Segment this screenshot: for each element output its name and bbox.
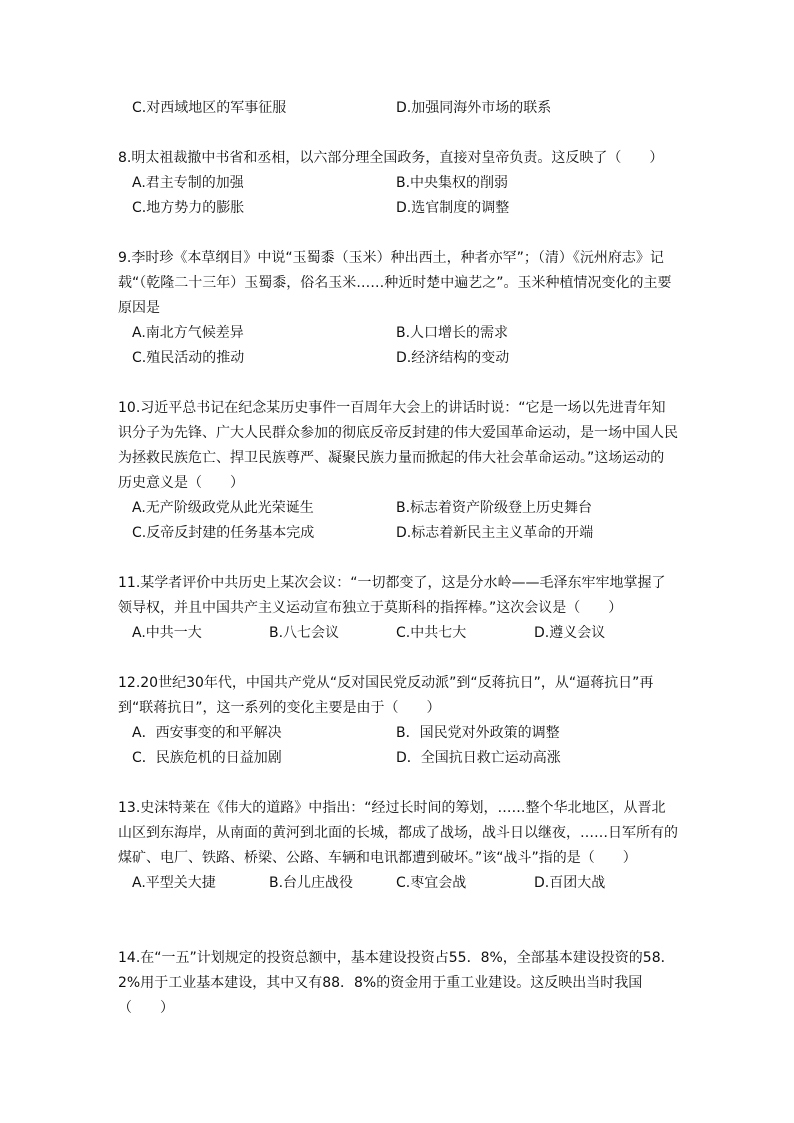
option-a: A.南北方气候差异 xyxy=(132,325,244,341)
options xyxy=(118,621,678,646)
question-stem: 8.明太祖裁撤中书省和丞相，以六部分理全国政务，直接对皇帝负责。这反映了（ ） xyxy=(118,150,664,166)
option-row xyxy=(118,96,678,121)
option-row xyxy=(118,171,678,196)
option-row xyxy=(118,621,678,646)
option-c: C.地方势力的膨胀 xyxy=(132,200,245,216)
option-d: D.选官制度的调整 xyxy=(396,200,510,216)
option-b: B.人口增长的需求 xyxy=(396,325,509,341)
option-a: A.君主专制的加强 xyxy=(132,175,244,191)
question-stem: 9.李时珍《本草纲目》中说“玉蜀黍（玉米）种出西土，种者亦罕”；（清）《沅州府志》记载“（乾隆二十三年）玉蜀黍，俗名玉米……种近时楚中遍艺之”。玉米种植情况变化的主要原因是 xyxy=(118,250,672,316)
option-c: C.殖民活动的推动 xyxy=(132,350,245,366)
option-c: C.反帝反封建的任务基本完成 xyxy=(132,525,315,541)
option-a: A.无产阶级政党从此光荣诞生 xyxy=(132,500,314,516)
option-b: B.八七会议 xyxy=(269,625,340,641)
option-row xyxy=(118,521,678,546)
option-a: A.中共一大 xyxy=(132,625,202,641)
options xyxy=(118,496,678,546)
question-stem: 12.20世纪30年代，中国共产党从“反对国民党反动派”到“反蒋抗日”，从“逼蒋抗日”再到“联蒋抗日”，这一系列的变化主要是由于（ ） xyxy=(118,675,654,716)
option-b: B.中央集权的削弱 xyxy=(396,175,509,191)
options xyxy=(118,96,678,121)
option-d: D．全国抗日救亡运动高涨 xyxy=(396,750,561,766)
option-row xyxy=(118,496,678,521)
option-c: C．民族危机的日益加剧 xyxy=(132,750,282,766)
question-stem: 10.习近平总书记在纪念某历史事件一百周年大会上的讲话时说：“它是一场以先进青年知识分子为先锋、广大人民群众参加的彻底反帝反封建的伟大爱国革命运动，是一场中国人民为拯救民族危亡、捍卫民族尊严、凝聚民族力量而掀起的伟大社会革命运动。”这场运动的历史意义是（ ） xyxy=(118,400,678,491)
options xyxy=(118,721,678,771)
question-stem: 11.某学者评价中共历史上某次会议：“一切都变了，这是分水岭——毛泽东牢牢地掌握了领导权，并且中国共产主义运动宣布独立于莫斯科的指挥棒。”这次会议是（ ） xyxy=(118,575,666,616)
option-d: D.加强同海外市场的联系 xyxy=(396,100,552,116)
option-d: D.百团大战 xyxy=(534,875,606,891)
option-row xyxy=(118,871,678,896)
question-12 xyxy=(118,671,678,771)
option-b: B．国民党对外政策的调整 xyxy=(396,725,560,741)
option-d: D.经济结构的变动 xyxy=(396,350,510,366)
question-14 xyxy=(118,946,678,1021)
option-row xyxy=(118,346,678,371)
option-c: C.枣宜会战 xyxy=(396,875,467,891)
option-row xyxy=(118,196,678,221)
option-row xyxy=(118,746,678,771)
option-d: D.遵义会议 xyxy=(534,625,606,641)
question-9 xyxy=(118,246,678,371)
option-row xyxy=(118,321,678,346)
option-c: C.对西域地区的军事征服 xyxy=(132,100,287,116)
question-stem: 14.在“一五”计划规定的投资总额中，基本建设投资占55．8%，全部基本建设投资的58．2%用于工业基本建设，其中又有88．8%的资金用于重工业建设。这反映出当时我国（ ） xyxy=(118,950,675,1016)
question-stem: 13.史沫特莱在《伟大的道路》中指出：“经过长时间的筹划，……整个华北地区，从晋北山区到东海岸，从南面的黄河到北面的长城，都成了战场，战斗日以继夜，……日军所有的煤矿、电厂、铁路、桥梁、公路、车辆和电讯都遭到破坏。”该“战斗”指的是（ ） xyxy=(118,800,678,866)
question-8 xyxy=(118,146,678,221)
options xyxy=(118,321,678,371)
question-10 xyxy=(118,396,678,546)
question-7-tail xyxy=(118,96,678,121)
option-c: C.中共七大 xyxy=(396,625,467,641)
option-b: B.台儿庄战役 xyxy=(269,875,354,891)
question-11 xyxy=(118,571,678,646)
option-row xyxy=(118,721,678,746)
question-13 xyxy=(118,796,678,896)
options xyxy=(118,871,678,896)
option-a: A.平型关大捷 xyxy=(132,875,216,891)
option-d: D.标志着新民主主义革命的开端 xyxy=(396,525,594,541)
options xyxy=(118,171,678,221)
option-a: A．西安事变的和平解决 xyxy=(132,725,282,741)
option-b: B.标志着资产阶级登上历史舞台 xyxy=(396,500,593,516)
